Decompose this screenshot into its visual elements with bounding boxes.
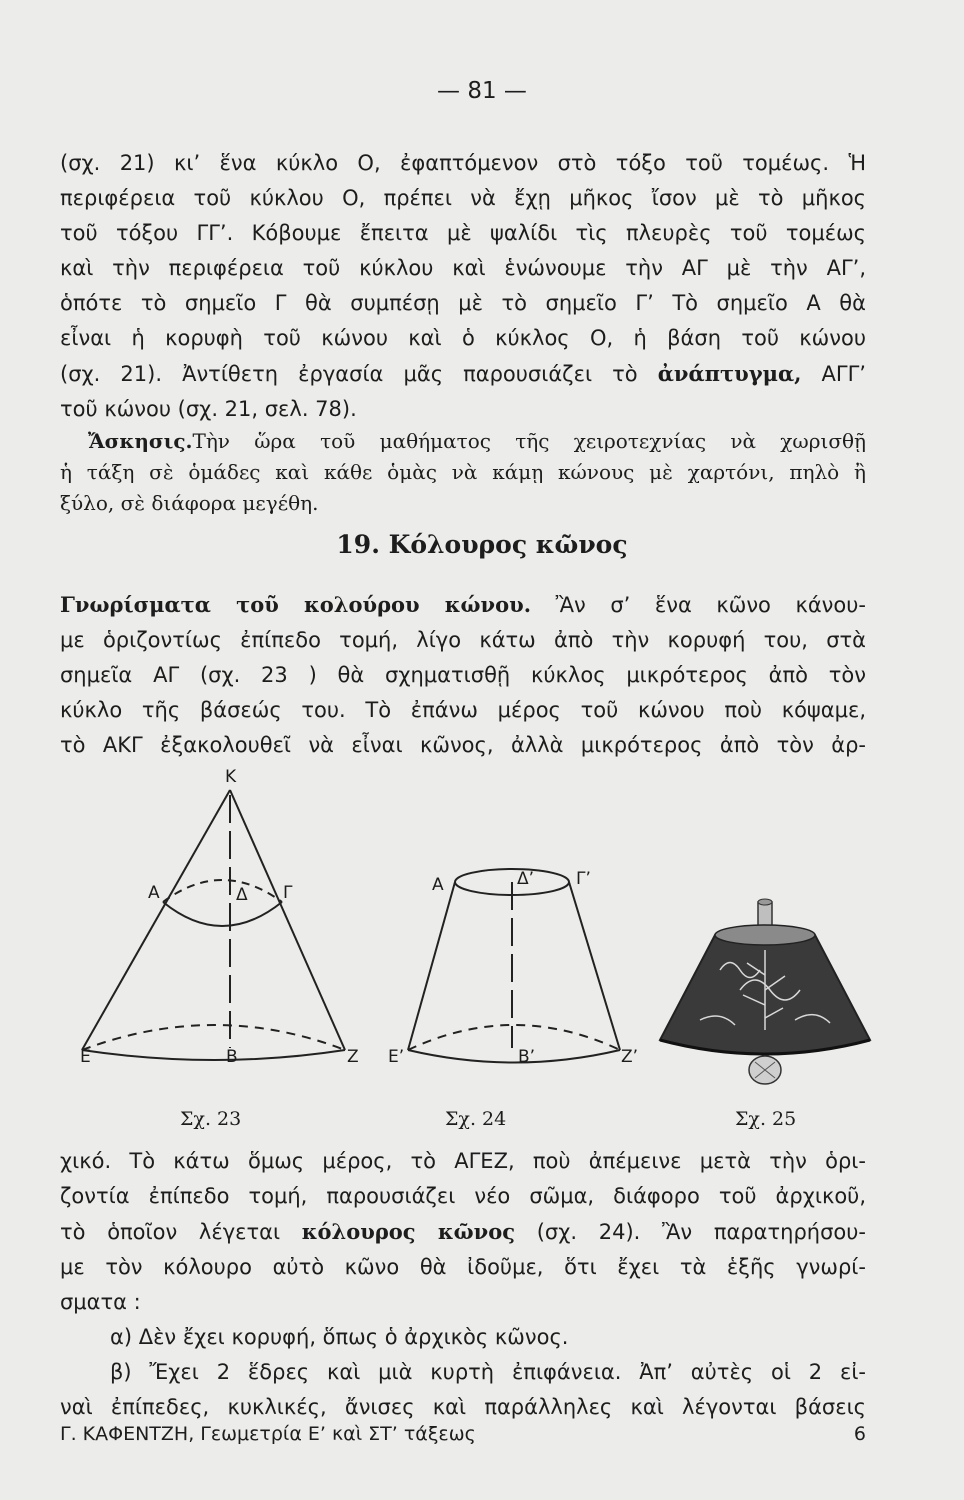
figure-23 bbox=[82, 790, 345, 1060]
cone-23-cut-back bbox=[163, 880, 282, 902]
frustum-left-edge bbox=[408, 882, 455, 1050]
cone-23-base-front bbox=[82, 1050, 345, 1060]
text-line: τὸ ΑΚΓ ἐξακολουθεῖ νὰ εἶναι κῶνος, ἀλλὰ μικρότερος ἀπὸ τὸν ἀρ- bbox=[60, 733, 866, 757]
term-anaptygma: ἀνάπτυγμα, bbox=[657, 361, 802, 386]
label-E: Ε bbox=[80, 1047, 91, 1067]
label-B: Β bbox=[226, 1047, 238, 1067]
list-item-b-line2: ναὶ ἐπίπεδες, κυκλικές, ἄνισες καὶ παράλληλες καὶ λέγονται βάσεις bbox=[60, 1395, 866, 1419]
term-kolouros-konos: κόλουρος κῶνος bbox=[301, 1219, 516, 1244]
cone-23-base-back bbox=[82, 1025, 345, 1050]
text-line: με τὸν κόλουρο αὐτὸ κῶνο θὰ ἰδοῦμε, ὅτι ἔχει τὰ ἑξῆς γνωρί- bbox=[60, 1255, 866, 1279]
text-line: ξύλο, σὲ διάφορα μεγέθη. bbox=[60, 491, 319, 515]
text-run: ΑΓΓ’ bbox=[821, 362, 866, 386]
label-G2: Γ’ bbox=[576, 869, 591, 889]
label-A2: Α bbox=[432, 875, 444, 895]
text-line: σματα : bbox=[60, 1290, 141, 1314]
text-line: εἶναι ἡ κορυφὴ τοῦ κώνου καὶ ὁ κύκλος Ο, ἡ βάση τοῦ κώνου bbox=[60, 326, 866, 350]
text-line: περιφέρεια τοῦ κύκλου Ο, πρέπει νὰ ἔχῃ μῆκος ἴσον μὲ τὸ μῆκος bbox=[60, 186, 866, 210]
section-heading: 19. Κόλουρος κῶνος bbox=[336, 530, 628, 559]
label-D2: Δ’ bbox=[517, 869, 535, 889]
footer-author-title: Γ. ΚΑΦΕΝΤΖΗ, Γεωμετρία Ε’ καὶ ΣΤ’ τάξεως bbox=[60, 1423, 476, 1445]
caption-fig-25: Σχ. 25 bbox=[735, 1108, 797, 1130]
lamp-rod-top bbox=[758, 899, 772, 905]
label-A: Α bbox=[148, 883, 160, 903]
label-D: Δ bbox=[236, 885, 248, 905]
text-line: σημεῖα ΑΓ (σχ. 23 ) θὰ σχηματισθῇ κύκλος μικρότερος ἀπὸ τὸν bbox=[60, 663, 866, 687]
text-line: ἡ τάξη σὲ ὁμάδες καὶ κάθε ὁμὰς νὰ κάμῃ κώνους μὲ χαρτόνι, πηλὸ ἢ bbox=[60, 460, 866, 484]
text-line: καὶ τὴν περιφέρεια τοῦ κύκλου καὶ ἑνώνουμε τὴν ΑΓ μὲ τὴν ΑΓ’, bbox=[60, 256, 866, 280]
text-line: τοῦ κώνου (σχ. 21, σελ. 78). bbox=[60, 397, 357, 421]
text-run: Ἂν σ’ ἕνα κῶνο κάνου- bbox=[555, 593, 866, 617]
text-line: κύκλο τῆς βάσεώς του. Τὸ ἐπάνω μέρος τοῦ κώνου ποὺ κόψαμε, bbox=[60, 698, 866, 722]
footer-signature-number: 6 bbox=[853, 1423, 866, 1445]
label-B2: Β’ bbox=[518, 1047, 536, 1067]
lamp-shade-top bbox=[715, 925, 815, 945]
text-run: (σχ. 24). Ἂν παρατηρήσου- bbox=[536, 1220, 866, 1244]
label-E2: Ε’ bbox=[388, 1047, 405, 1067]
list-item-a: α) Δὲν ἔχει κορυφή, ὅπως ὁ ἀρχικὸς κῶνος. bbox=[110, 1325, 569, 1349]
exercise-label: Ἄσκησις. bbox=[88, 429, 193, 453]
footer bbox=[60, 1423, 866, 1445]
text-line: ὁπότε τὸ σημεῖο Γ θὰ συμπέσῃ μὲ τὸ σημεῖο Γ’ Τὸ σημεῖο Α θὰ bbox=[60, 291, 866, 315]
text-line: με ὁριζοντίως ἐπίπεδο τομή, λίγο κάτω ἀπὸ τὴν κορυφή του, στὰ bbox=[60, 628, 866, 652]
text-line: ζοντία ἐπίπεδο τομή, παρουσιάζει νέο σῶμα, διάφορο τοῦ ἀρχικοῦ, bbox=[60, 1184, 866, 1208]
frustum-base-front bbox=[408, 1050, 620, 1063]
text-line: χικό. Τὸ κάτω ὅμως μέρος, τὸ ΑΓΕΖ, ποὺ ἀπέμεινε μετὰ τὴν ὁρι- bbox=[60, 1149, 866, 1173]
paragraph-3 bbox=[60, 1144, 866, 1425]
label-Z: Ζ bbox=[347, 1047, 359, 1067]
caption-fig-24: Σχ. 24 bbox=[445, 1108, 507, 1130]
text-run: Τὴν ὥρα τοῦ μαθήματος τῆς χειροτεχνίας νὰ χωρισθῇ bbox=[192, 429, 866, 453]
label-K: Κ bbox=[225, 767, 237, 787]
paragraph-label: Γνωρίσματα τοῦ κολούρου κώνου. bbox=[60, 592, 532, 617]
label-G: Γ bbox=[283, 883, 293, 903]
list-item-b-line1: β) Ἔχει 2 ἕδρες καὶ μιὰ κυρτὴ ἐπιφάνεια. Ἀπ’ αὐτὲς οἱ 2 εἰ- bbox=[110, 1360, 866, 1384]
frustum-base-back bbox=[408, 1025, 620, 1050]
text-line: τοῦ τόξου ΓΓ’. Κόβουμε ἔπειτα μὲ ψαλίδι τὶς πλευρὲς τοῦ τομέως bbox=[60, 221, 866, 245]
text-line bbox=[60, 1214, 866, 1250]
cone-23-cut-front bbox=[163, 902, 282, 926]
text-line: (σχ. 21) κι’ ἕνα κύκλο Ο, ἐφαπτόμενον στὸ τόξο τοῦ τομέως. Ἡ bbox=[60, 151, 866, 175]
caption-fig-23: Σχ. 23 bbox=[180, 1108, 242, 1130]
page-number: — 81 — bbox=[437, 78, 527, 104]
text-run: (σχ. 21). Ἀντίθετη ἐργασία μᾶς παρουσιάζει τὸ bbox=[60, 362, 638, 386]
text-run: τὸ ὁποῖον λέγεται bbox=[60, 1220, 281, 1244]
label-Z2: Ζ’ bbox=[621, 1047, 639, 1067]
cone-23-right-edge bbox=[230, 790, 345, 1050]
frustum-right-edge bbox=[569, 882, 620, 1050]
cone-23-left-edge bbox=[82, 790, 230, 1050]
figure-24 bbox=[408, 869, 620, 1063]
figure-25-lampshade bbox=[660, 899, 870, 1084]
